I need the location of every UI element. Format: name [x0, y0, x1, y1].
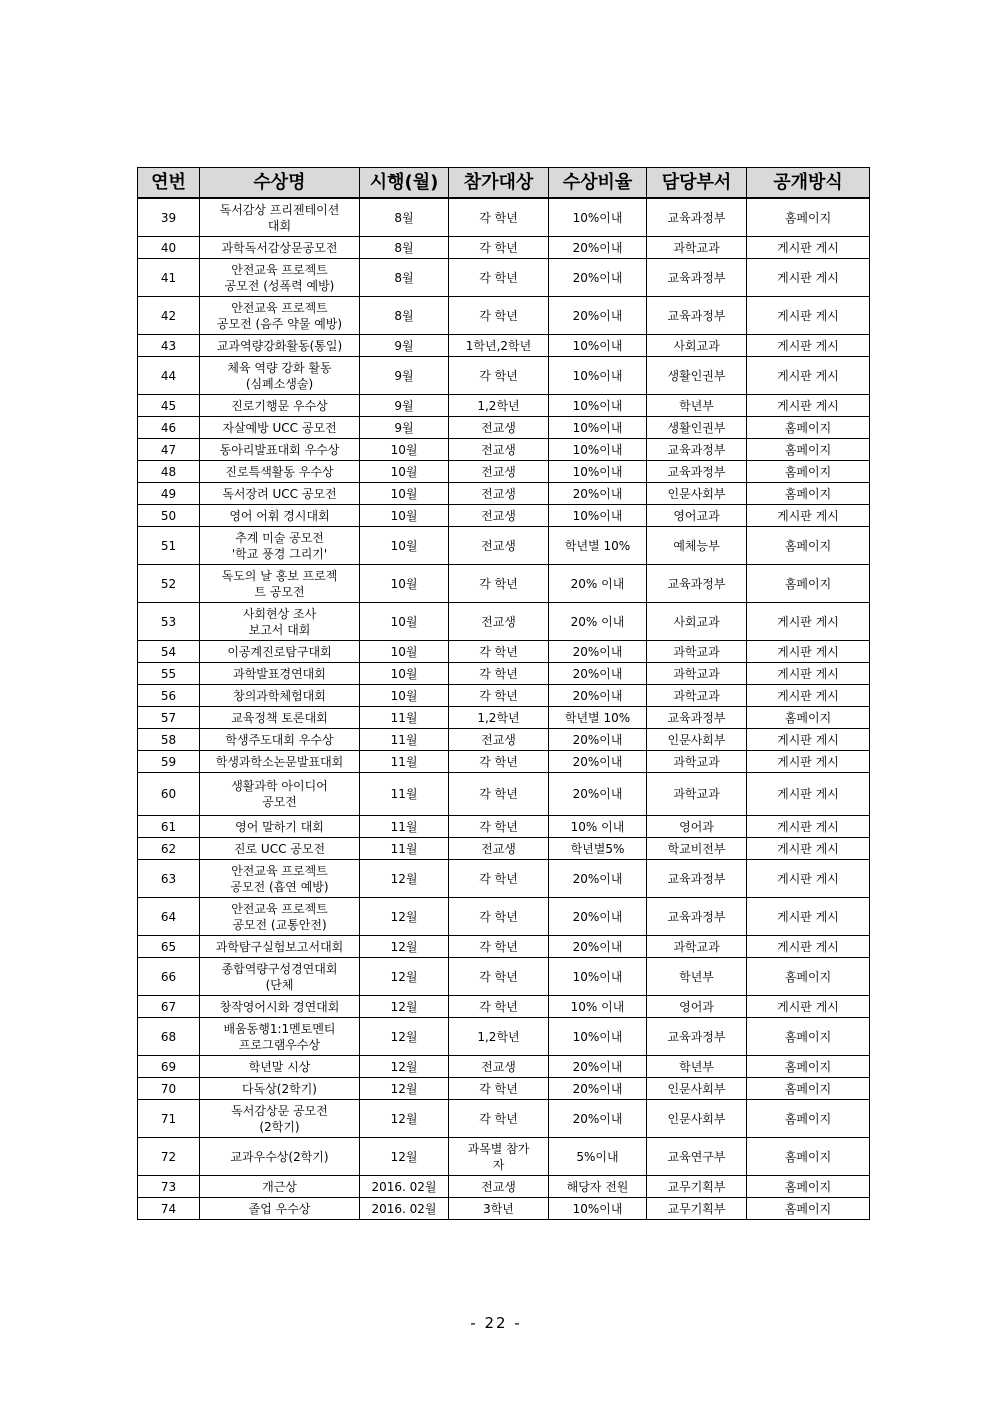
department-cell: 교육과정부: [647, 565, 747, 603]
month-cell: 9월: [360, 335, 449, 357]
award-name-cell: 안전교육 프로젝트 공모전 (흡연 예방): [200, 860, 360, 898]
ratio-cell: 10% 이내: [549, 996, 647, 1018]
participants-cell: 각 학년: [449, 641, 549, 663]
serial-cell: 53: [138, 603, 200, 641]
disclosure-cell: 홈페이지: [747, 1176, 870, 1198]
department-cell: 생활인권부: [647, 357, 747, 395]
serial-cell: 49: [138, 483, 200, 505]
disclosure-cell: 게시판 게시: [747, 838, 870, 860]
ratio-cell: 20%이내: [549, 259, 647, 297]
disclosure-cell: 게시판 게시: [747, 898, 870, 936]
month-cell: 11월: [360, 773, 449, 816]
participants-cell: 각 학년: [449, 1100, 549, 1138]
award-name-cell: 생활과학 아이디어 공모전: [200, 773, 360, 816]
table-row: [138, 297, 870, 335]
award-name-cell: 과학발표경연대회: [200, 663, 360, 685]
ratio-cell: 20%이내: [549, 483, 647, 505]
month-cell: 9월: [360, 395, 449, 417]
table-row: [138, 1138, 870, 1176]
table-row: [138, 816, 870, 838]
table-row: [138, 773, 870, 816]
award-name-cell: 영어 어휘 경시대회: [200, 505, 360, 527]
disclosure-cell: 홈페이지: [747, 527, 870, 565]
header-award-name: 수상명: [200, 168, 360, 199]
table-row: [138, 565, 870, 603]
page-number: - 22 -: [470, 1314, 522, 1332]
participants-cell: 각 학년: [449, 773, 549, 816]
department-cell: 사회교과: [647, 335, 747, 357]
ratio-cell: 해당자 전원: [549, 1176, 647, 1198]
award-name-cell: 진로기행문 우수상: [200, 395, 360, 417]
month-cell: 10월: [360, 439, 449, 461]
department-cell: 교육과정부: [647, 297, 747, 335]
participants-cell: 각 학년: [449, 297, 549, 335]
award-name-cell: 창의과학체험대회: [200, 685, 360, 707]
disclosure-cell: 게시판 게시: [747, 505, 870, 527]
serial-cell: 52: [138, 565, 200, 603]
department-cell: 과학교과: [647, 663, 747, 685]
month-cell: 12월: [360, 1138, 449, 1176]
award-name-cell: 진로 UCC 공모전: [200, 838, 360, 860]
month-cell: 12월: [360, 1078, 449, 1100]
participants-cell: 과목별 참가 자: [449, 1138, 549, 1176]
serial-cell: 50: [138, 505, 200, 527]
serial-cell: 57: [138, 707, 200, 729]
month-cell: 8월: [360, 259, 449, 297]
month-cell: 12월: [360, 1056, 449, 1078]
serial-cell: 71: [138, 1100, 200, 1138]
ratio-cell: 학년별5%: [549, 838, 647, 860]
disclosure-cell: 게시판 게시: [747, 816, 870, 838]
disclosure-cell: 홈페이지: [747, 707, 870, 729]
header-award-ratio: 수상비율: [549, 168, 647, 199]
disclosure-cell: 홈페이지: [747, 198, 870, 237]
award-name-cell: 학생과학소논문발표대회: [200, 751, 360, 773]
ratio-cell: 20%이내: [549, 297, 647, 335]
department-cell: 인문사회부: [647, 1100, 747, 1138]
ratio-cell: 20% 이내: [549, 565, 647, 603]
month-cell: 11월: [360, 751, 449, 773]
department-cell: 교육과정부: [647, 198, 747, 237]
table-row: [138, 439, 870, 461]
department-cell: 과학교과: [647, 641, 747, 663]
participants-cell: 각 학년: [449, 958, 549, 996]
award-name-cell: 개근상: [200, 1176, 360, 1198]
participants-cell: 1,2학년: [449, 707, 549, 729]
participants-cell: 전교생: [449, 461, 549, 483]
serial-cell: 45: [138, 395, 200, 417]
ratio-cell: 10%이내: [549, 958, 647, 996]
participants-cell: 각 학년: [449, 357, 549, 395]
ratio-cell: 20%이내: [549, 936, 647, 958]
month-cell: 2016. 02월: [360, 1176, 449, 1198]
disclosure-cell: 게시판 게시: [747, 237, 870, 259]
award-name-cell: 교과역량강화활동(통일): [200, 335, 360, 357]
participants-cell: 각 학년: [449, 860, 549, 898]
serial-cell: 39: [138, 198, 200, 237]
month-cell: 10월: [360, 483, 449, 505]
table-row: [138, 1078, 870, 1100]
month-cell: 12월: [360, 936, 449, 958]
disclosure-cell: 게시판 게시: [747, 297, 870, 335]
serial-cell: 73: [138, 1176, 200, 1198]
table-row: [138, 898, 870, 936]
ratio-cell: 20%이내: [549, 1078, 647, 1100]
serial-cell: 63: [138, 860, 200, 898]
award-name-cell: 독서감상문 공모전 (2학기): [200, 1100, 360, 1138]
serial-cell: 47: [138, 439, 200, 461]
month-cell: 8월: [360, 237, 449, 259]
table-row: [138, 1018, 870, 1056]
table-row: [138, 237, 870, 259]
participants-cell: 전교생: [449, 439, 549, 461]
ratio-cell: 20%이내: [549, 237, 647, 259]
award-name-cell: 다독상(2학기): [200, 1078, 360, 1100]
department-cell: 교육과정부: [647, 860, 747, 898]
participants-cell: 전교생: [449, 729, 549, 751]
department-cell: 과학교과: [647, 773, 747, 816]
department-cell: 교육과정부: [647, 439, 747, 461]
participants-cell: 각 학년: [449, 898, 549, 936]
disclosure-cell: 게시판 게시: [747, 751, 870, 773]
disclosure-cell: 홈페이지: [747, 1138, 870, 1176]
month-cell: 2016. 02월: [360, 1198, 449, 1220]
ratio-cell: 20%이내: [549, 860, 647, 898]
award-name-cell: 안전교육 프로젝트 공모전 (교통안전): [200, 898, 360, 936]
participants-cell: 각 학년: [449, 259, 549, 297]
month-cell: 10월: [360, 565, 449, 603]
month-cell: 11월: [360, 838, 449, 860]
header-month: 시행(월): [360, 168, 449, 199]
ratio-cell: 10%이내: [549, 417, 647, 439]
participants-cell: 각 학년: [449, 663, 549, 685]
participants-cell: 각 학년: [449, 1078, 549, 1100]
disclosure-cell: 게시판 게시: [747, 335, 870, 357]
month-cell: 12월: [360, 898, 449, 936]
participants-cell: 전교생: [449, 527, 549, 565]
serial-cell: 51: [138, 527, 200, 565]
award-name-cell: 이공계진로탐구대회: [200, 641, 360, 663]
department-cell: 교육과정부: [647, 461, 747, 483]
department-cell: 교무기획부: [647, 1198, 747, 1220]
award-name-cell: 안전교육 프로젝트 공모전 (성폭력 예방): [200, 259, 360, 297]
award-name-cell: 독서장려 UCC 공모전: [200, 483, 360, 505]
table-row: [138, 641, 870, 663]
month-cell: 12월: [360, 996, 449, 1018]
participants-cell: 1,2학년: [449, 395, 549, 417]
month-cell: 10월: [360, 603, 449, 641]
serial-cell: 48: [138, 461, 200, 483]
month-cell: 11월: [360, 707, 449, 729]
disclosure-cell: 게시판 게시: [747, 773, 870, 816]
disclosure-cell: 홈페이지: [747, 1078, 870, 1100]
ratio-cell: 10%이내: [549, 198, 647, 237]
disclosure-cell: 게시판 게시: [747, 259, 870, 297]
ratio-cell: 5%이내: [549, 1138, 647, 1176]
disclosure-cell: 게시판 게시: [747, 663, 870, 685]
award-name-cell: 학년말 시상: [200, 1056, 360, 1078]
month-cell: 10월: [360, 685, 449, 707]
month-cell: 10월: [360, 663, 449, 685]
participants-cell: 전교생: [449, 603, 549, 641]
disclosure-cell: 홈페이지: [747, 1198, 870, 1220]
award-name-cell: 졸업 우수상: [200, 1198, 360, 1220]
month-cell: 12월: [360, 1018, 449, 1056]
award-name-cell: 체육 역량 강화 활동 (심폐소생술): [200, 357, 360, 395]
table-row: [138, 663, 870, 685]
department-cell: 인문사회부: [647, 729, 747, 751]
department-cell: 인문사회부: [647, 1078, 747, 1100]
participants-cell: 각 학년: [449, 936, 549, 958]
award-name-cell: 자살예방 UCC 공모전: [200, 417, 360, 439]
serial-cell: 42: [138, 297, 200, 335]
month-cell: 9월: [360, 417, 449, 439]
header-serial: 연번: [138, 168, 200, 199]
award-name-cell: 추계 미술 공모전 '학교 풍경 그리기': [200, 527, 360, 565]
department-cell: 교육과정부: [647, 1018, 747, 1056]
department-cell: 교육과정부: [647, 707, 747, 729]
department-cell: 영어교과: [647, 505, 747, 527]
department-cell: 학교비전부: [647, 838, 747, 860]
participants-cell: 전교생: [449, 417, 549, 439]
disclosure-cell: 게시판 게시: [747, 936, 870, 958]
participants-cell: 각 학년: [449, 685, 549, 707]
participants-cell: 각 학년: [449, 565, 549, 603]
department-cell: 영어과: [647, 816, 747, 838]
table-row: [138, 860, 870, 898]
month-cell: 10월: [360, 527, 449, 565]
ratio-cell: 학년별 10%: [549, 527, 647, 565]
month-cell: 10월: [360, 505, 449, 527]
ratio-cell: 20%이내: [549, 663, 647, 685]
ratio-cell: 20%이내: [549, 729, 647, 751]
participants-cell: 각 학년: [449, 237, 549, 259]
awards-table: [137, 167, 870, 1220]
participants-cell: 1,2학년: [449, 1018, 549, 1056]
disclosure-cell: 게시판 게시: [747, 729, 870, 751]
ratio-cell: 20%이내: [549, 751, 647, 773]
disclosure-cell: 홈페이지: [747, 483, 870, 505]
table-row: [138, 936, 870, 958]
ratio-cell: 10%이내: [549, 395, 647, 417]
award-name-cell: 종합역량구성경연대회 (단체: [200, 958, 360, 996]
serial-cell: 46: [138, 417, 200, 439]
award-name-cell: 과학탐구실험보고서대회: [200, 936, 360, 958]
table-row: [138, 1198, 870, 1220]
disclosure-cell: 게시판 게시: [747, 395, 870, 417]
table-row: [138, 1176, 870, 1198]
table-row: [138, 259, 870, 297]
ratio-cell: 10%이내: [549, 335, 647, 357]
disclosure-cell: 게시판 게시: [747, 603, 870, 641]
participants-cell: 1학년,2학년: [449, 335, 549, 357]
table-row: [138, 483, 870, 505]
serial-cell: 65: [138, 936, 200, 958]
table-row: [138, 707, 870, 729]
department-cell: 과학교과: [647, 237, 747, 259]
ratio-cell: 20% 이내: [549, 603, 647, 641]
ratio-cell: 10%이내: [549, 505, 647, 527]
award-name-cell: 학생주도대회 우수상: [200, 729, 360, 751]
serial-cell: 68: [138, 1018, 200, 1056]
participants-cell: 각 학년: [449, 751, 549, 773]
serial-cell: 41: [138, 259, 200, 297]
department-cell: 교무기획부: [647, 1176, 747, 1198]
serial-cell: 59: [138, 751, 200, 773]
participants-cell: 3학년: [449, 1198, 549, 1220]
table-row: [138, 395, 870, 417]
ratio-cell: 20%이내: [549, 641, 647, 663]
serial-cell: 69: [138, 1056, 200, 1078]
award-name-cell: 동아리발표대회 우수상: [200, 439, 360, 461]
participants-cell: 전교생: [449, 1056, 549, 1078]
serial-cell: 40: [138, 237, 200, 259]
award-name-cell: 교과우수상(2학기): [200, 1138, 360, 1176]
disclosure-cell: 홈페이지: [747, 417, 870, 439]
table-row: [138, 685, 870, 707]
department-cell: 과학교과: [647, 751, 747, 773]
table-row: [138, 603, 870, 641]
participants-cell: 전교생: [449, 483, 549, 505]
serial-cell: 66: [138, 958, 200, 996]
award-name-cell: 과학독서감상문공모전: [200, 237, 360, 259]
table-row: [138, 357, 870, 395]
disclosure-cell: 홈페이지: [747, 439, 870, 461]
award-name-cell: 안전교육 프로젝트 공모전 (음주 약물 예방): [200, 297, 360, 335]
month-cell: 12월: [360, 860, 449, 898]
participants-cell: 각 학년: [449, 996, 549, 1018]
department-cell: 과학교과: [647, 936, 747, 958]
disclosure-cell: 홈페이지: [747, 565, 870, 603]
serial-cell: 72: [138, 1138, 200, 1176]
participants-cell: 전교생: [449, 505, 549, 527]
disclosure-cell: 홈페이지: [747, 1100, 870, 1138]
department-cell: 사회교과: [647, 603, 747, 641]
ratio-cell: 10% 이내: [549, 816, 647, 838]
participants-cell: 각 학년: [449, 816, 549, 838]
month-cell: 11월: [360, 729, 449, 751]
serial-cell: 43: [138, 335, 200, 357]
award-name-cell: 사회현상 조사 보고서 대회: [200, 603, 360, 641]
disclosure-cell: 홈페이지: [747, 1018, 870, 1056]
table-row: [138, 1056, 870, 1078]
department-cell: 교육연구부: [647, 1138, 747, 1176]
disclosure-cell: 홈페이지: [747, 958, 870, 996]
department-cell: 교육과정부: [647, 259, 747, 297]
table-row: [138, 505, 870, 527]
award-name-cell: 창작영어시화 경연대회: [200, 996, 360, 1018]
ratio-cell: 10%이내: [549, 1018, 647, 1056]
month-cell: 8월: [360, 297, 449, 335]
department-cell: 학년부: [647, 1056, 747, 1078]
ratio-cell: 10%이내: [549, 1198, 647, 1220]
award-name-cell: 독도의 날 홍보 프로젝 트 공모전: [200, 565, 360, 603]
table-row: [138, 751, 870, 773]
disclosure-cell: 게시판 게시: [747, 996, 870, 1018]
ratio-cell: 10%이내: [549, 357, 647, 395]
table-row: [138, 527, 870, 565]
table-row: [138, 198, 870, 237]
table-row: [138, 838, 870, 860]
ratio-cell: 20%이내: [549, 773, 647, 816]
award-name-cell: 진로특색활동 우수상: [200, 461, 360, 483]
ratio-cell: 20%이내: [549, 685, 647, 707]
department-cell: 인문사회부: [647, 483, 747, 505]
header-disclosure: 공개방식: [747, 168, 870, 199]
serial-cell: 67: [138, 996, 200, 1018]
table-row: [138, 461, 870, 483]
disclosure-cell: 홈페이지: [747, 1056, 870, 1078]
header-participants: 참가대상: [449, 168, 549, 199]
serial-cell: 56: [138, 685, 200, 707]
award-name-cell: 교육정책 토론대회: [200, 707, 360, 729]
ratio-cell: 20%이내: [549, 898, 647, 936]
participants-cell: 전교생: [449, 1176, 549, 1198]
table-row: [138, 335, 870, 357]
ratio-cell: 10%이내: [549, 439, 647, 461]
ratio-cell: 20%이내: [549, 1100, 647, 1138]
month-cell: 9월: [360, 357, 449, 395]
month-cell: 11월: [360, 816, 449, 838]
serial-cell: 55: [138, 663, 200, 685]
table-body: [138, 198, 870, 1220]
table-row: [138, 958, 870, 996]
disclosure-cell: 게시판 게시: [747, 357, 870, 395]
month-cell: 12월: [360, 1100, 449, 1138]
month-cell: 10월: [360, 641, 449, 663]
month-cell: 10월: [360, 461, 449, 483]
disclosure-cell: 게시판 게시: [747, 685, 870, 707]
serial-cell: 64: [138, 898, 200, 936]
department-cell: 과학교과: [647, 685, 747, 707]
department-cell: 학년부: [647, 395, 747, 417]
serial-cell: 74: [138, 1198, 200, 1220]
department-cell: 교육과정부: [647, 898, 747, 936]
table-row: [138, 729, 870, 751]
serial-cell: 44: [138, 357, 200, 395]
award-name-cell: 영어 말하기 대회: [200, 816, 360, 838]
ratio-cell: 10%이내: [549, 461, 647, 483]
department-cell: 영어과: [647, 996, 747, 1018]
ratio-cell: 학년별 10%: [549, 707, 647, 729]
table-row: [138, 417, 870, 439]
ratio-cell: 20%이내: [549, 1056, 647, 1078]
serial-cell: 60: [138, 773, 200, 816]
participants-cell: 전교생: [449, 838, 549, 860]
table-header-row: [138, 168, 870, 199]
header-department: 담당부서: [647, 168, 747, 199]
disclosure-cell: 게시판 게시: [747, 641, 870, 663]
department-cell: 예체능부: [647, 527, 747, 565]
serial-cell: 54: [138, 641, 200, 663]
department-cell: 학년부: [647, 958, 747, 996]
table-row: [138, 996, 870, 1018]
serial-cell: 70: [138, 1078, 200, 1100]
serial-cell: 58: [138, 729, 200, 751]
table-row: [138, 1100, 870, 1138]
participants-cell: 각 학년: [449, 198, 549, 237]
disclosure-cell: 게시판 게시: [747, 860, 870, 898]
serial-cell: 61: [138, 816, 200, 838]
award-name-cell: 배움동행1:1멘토멘티 프로그램우수상: [200, 1018, 360, 1056]
serial-cell: 62: [138, 838, 200, 860]
month-cell: 8월: [360, 198, 449, 237]
department-cell: 생활인권부: [647, 417, 747, 439]
award-name-cell: 독서감상 프리젠테이션 대회: [200, 198, 360, 237]
disclosure-cell: 홈페이지: [747, 461, 870, 483]
month-cell: 12월: [360, 958, 449, 996]
